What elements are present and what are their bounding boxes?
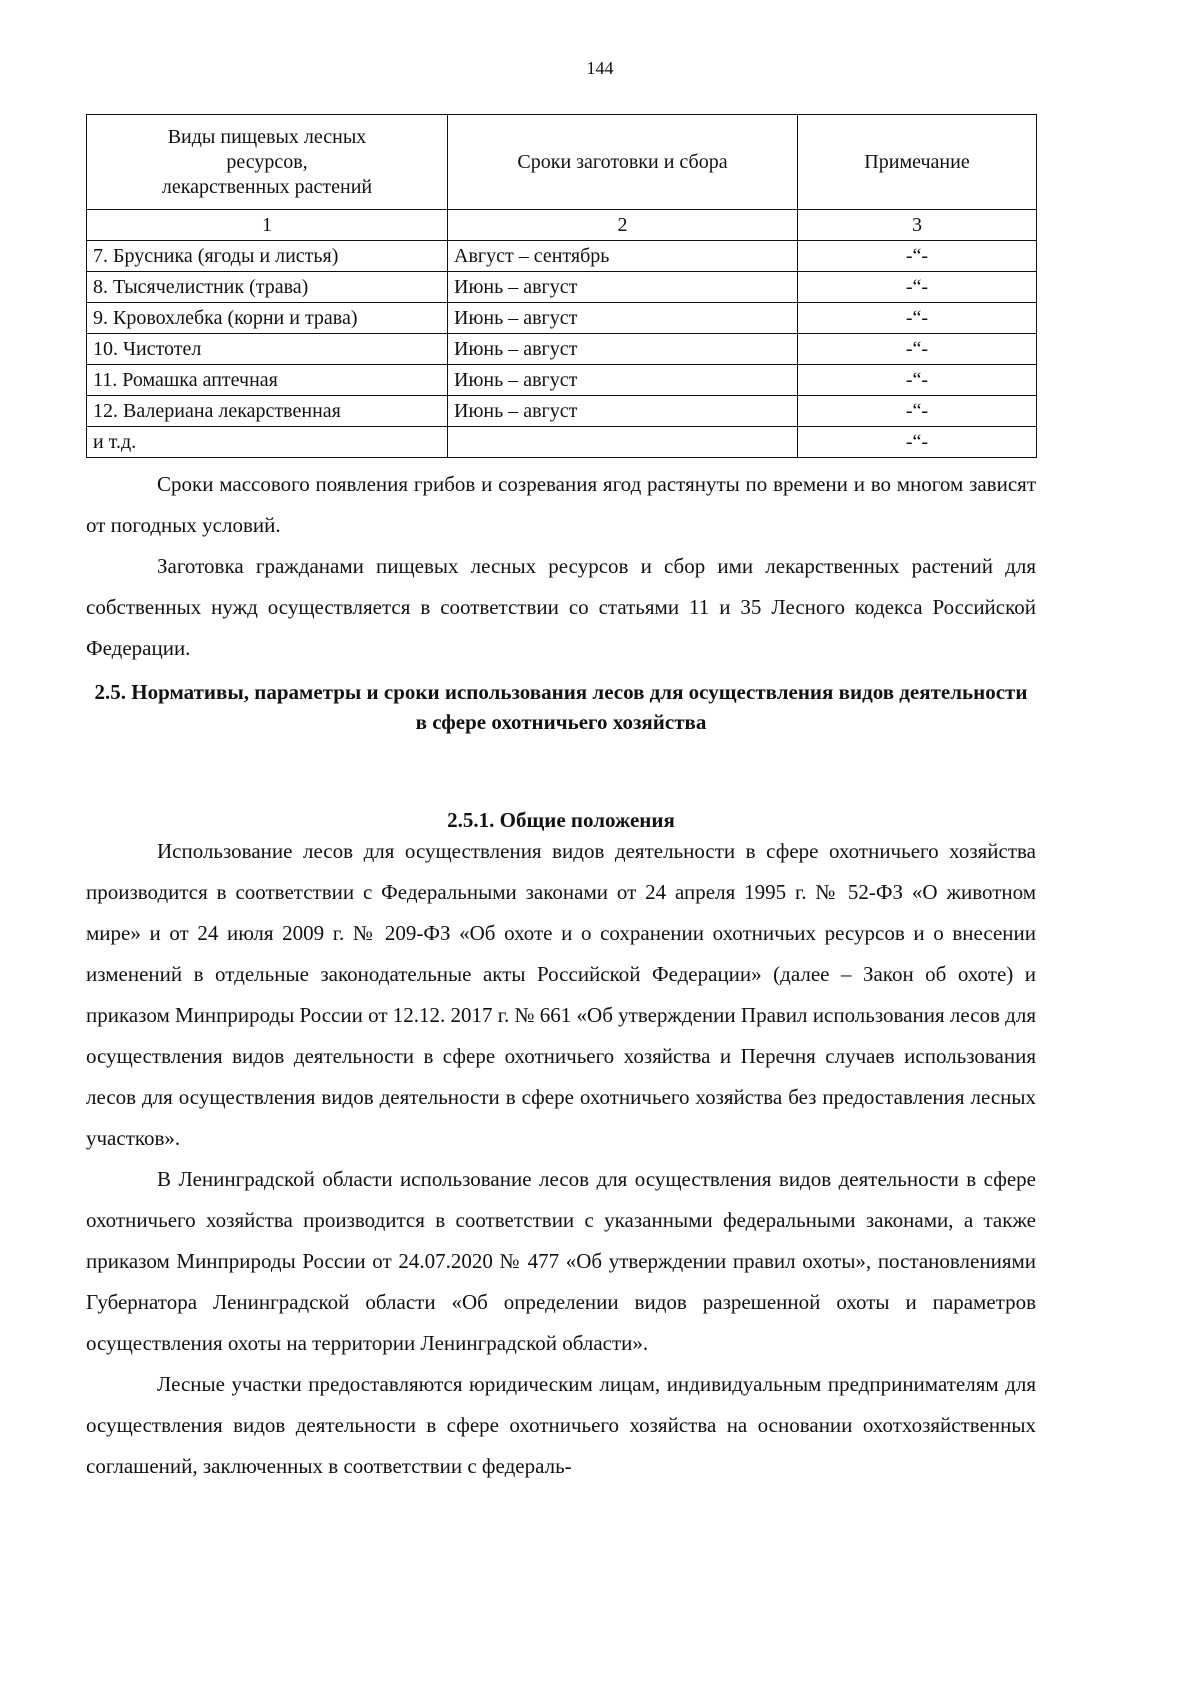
table-row <box>87 365 1037 396</box>
header-note-label: Примечание <box>864 150 970 173</box>
header-resource-line-3: лекарственных растений <box>161 175 373 198</box>
cell-note: -“- <box>798 427 1037 458</box>
cell-period: Июнь – август <box>448 365 798 396</box>
table-row <box>87 241 1037 272</box>
table-row <box>87 396 1037 427</box>
column-number-3: 3 <box>798 210 1037 241</box>
cell-resource: и т.д. <box>87 427 448 458</box>
paragraph-forest-plots: Лесные участки предоставляются юридическим лицам, индивидуальным предпринимателям для осуществления видов деятельности в сфере охотничьего хозяйства на основании охотхозяйственных соглашений, заключенных в соответствии с федераль- <box>86 1372 1036 1478</box>
cell-resource: 10. Чистотел <box>87 334 448 365</box>
header-resource-line-1: Виды пищевых лесных <box>167 125 367 148</box>
header-resource-types <box>87 115 448 210</box>
cell-period: Июнь – август <box>448 334 798 365</box>
harvest-periods-table <box>86 114 1037 458</box>
paragraph-mushroom-berry-periods: Сроки массового появления грибов и созревания ягод растянуты по времени и во многом зависят от погодных условий. <box>86 472 1036 537</box>
paragraph-harvesting-own-needs: Заготовка гражданами пищевых лесных ресурсов и сбор ими лекарственных растений для собственных нужд осуществляется в соответствии со статьями 11 и 35 Лесного кодекса Российской Федерации. <box>86 554 1036 660</box>
column-number-row <box>87 210 1037 241</box>
cell-resource: 7. Брусника (ягоды и листья) <box>87 241 448 272</box>
cell-note: -“- <box>798 241 1037 272</box>
cell-note: -“- <box>798 303 1037 334</box>
header-harvest-period <box>448 115 798 210</box>
cell-note: -“- <box>798 272 1037 303</box>
page-number: 144 <box>586 58 614 78</box>
table-header-row <box>87 115 1037 210</box>
column-number-2: 2 <box>448 210 798 241</box>
page-content <box>86 114 1036 1487</box>
header-note <box>798 115 1037 210</box>
cell-note: -“- <box>798 365 1037 396</box>
section-heading: 2.5. Нормативы, параметры и сроки использования лесов для осуществления видов деятельности в сфере охотничьего хозяйства <box>94 680 1028 734</box>
cell-resource: 11. Ромашка аптечная <box>87 365 448 396</box>
cell-note: -“- <box>798 396 1037 427</box>
cell-period <box>448 427 798 458</box>
paragraph-federal-laws: Использование лесов для осуществления видов деятельности в сфере охотничьего хозяйства производится в соответствии с Федеральными законами от 24 апреля 1995 г. № 52-ФЗ «О животном мире» и от 24 июля 2009 г. № 209-ФЗ «Об охоте и о сохранении охотничьих ресурсов и о внесении изменений в отдельные законодательные акты Российской Федерации» (далее – Закон об охоте) и приказом Минприроды России от 12.12. 2017 г. № 661 «Об утверждении Правил использования лесов для осуществления видов деятельности в сфере охотничьего хозяйства и Перечня случаев использования лесов для осуществления видов деятельности в сфере охотничьего хозяйства без предоставления лесных участков». <box>86 839 1037 1150</box>
header-resource-line-2: ресурсов, <box>226 150 308 173</box>
cell-period: Август – сентябрь <box>448 241 798 272</box>
cell-period: Июнь – август <box>448 396 798 427</box>
table-row <box>87 272 1037 303</box>
cell-period: Июнь – август <box>448 272 798 303</box>
cell-resource: 9. Кровохлебка (корни и трава) <box>87 303 448 334</box>
header-period-label: Сроки заготовки и сбора <box>517 150 728 173</box>
table-row <box>87 427 1037 458</box>
cell-resource: 8. Тысячелистник (трава) <box>87 272 448 303</box>
cell-period: Июнь – август <box>448 303 798 334</box>
paragraph-leningrad-region: В Ленинградской области использование лесов для осуществления видов деятельности в сфере охотничьего хозяйства производится в соответствии с указанными федеральными законами, а также приказом Минприроды России от 24.07.2020 № 477 «Об утверждении правил охоты», постановлениями Губернатора Ленинградской области «Об определении видов разрешенной охоты и параметров осуществления охоты на территории Ленинградской области». <box>86 1167 1036 1355</box>
table-row <box>87 334 1037 365</box>
cell-resource: 12. Валериана лекарственная <box>87 396 448 427</box>
subsection-heading: 2.5.1. Общие положения <box>447 808 675 832</box>
cell-note: -“- <box>798 334 1037 365</box>
table-row <box>87 303 1037 334</box>
column-number-1: 1 <box>87 210 448 241</box>
